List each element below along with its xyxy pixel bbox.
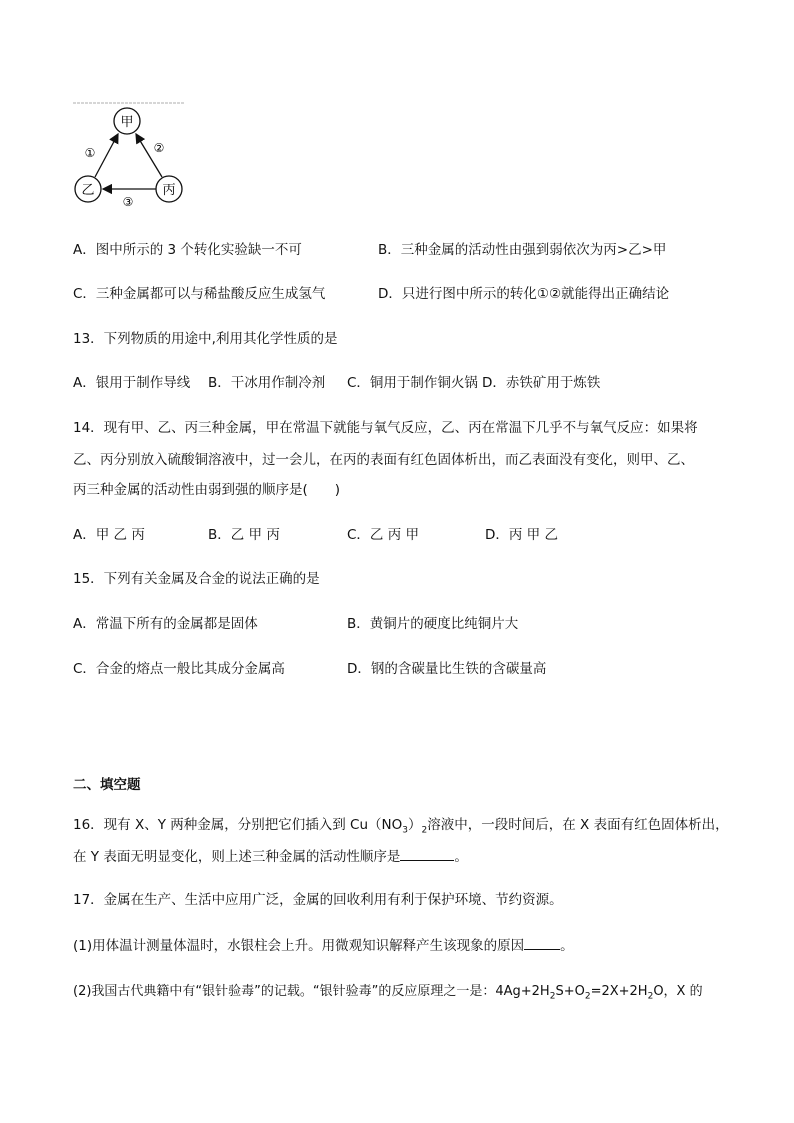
q17-sub2-sub2: 2 — [584, 991, 591, 1002]
q17-sub2-part2: S+O — [555, 984, 585, 999]
q16-line2-text: 在 Y 表面无明显变化，则上述三种金属的活动性顺序是 — [73, 849, 401, 865]
q16-subscript-3: 3 — [402, 825, 408, 836]
q12-option-a: A．图中所示的 3 个转化实验缺一不可 — [73, 242, 302, 258]
arrow3-label: ③ — [122, 195, 134, 209]
q16-text-part1: 16．现有 X、Y 两种金属，分别把它们插入到 Cu（NO — [73, 817, 403, 833]
q17-sub2-sub3: 2 — [647, 991, 654, 1002]
q17-sub2-sub1: 2 — [549, 991, 556, 1002]
q17-sub1-text: (1)用体温计测量体温时，水银柱会上升。用微观知识解释产生该现象的原因 — [73, 938, 525, 954]
q14-option-c: C．乙 丙 甲 — [347, 527, 420, 543]
q15-option-c: C．合金的熔点一般比其成分金属高 — [73, 661, 285, 677]
arrow2-label: ② — [153, 141, 165, 155]
node-left-label: 乙 — [81, 183, 95, 198]
q17-sub2-part4: O，X 的 — [653, 984, 703, 999]
q17-sub2-part1: (2)我国古代典籍中有“银针验毒”的记载。“银针验毒”的反应原理之一是：4Ag+2H — [73, 984, 550, 999]
q15-option-d: D．钢的含碳量比生铁的含碳量高 — [347, 661, 547, 677]
q12-option-b: B．三种金属的活动性由强到弱依次为丙>乙>甲 — [378, 242, 667, 258]
q17-sub1 — [73, 936, 574, 955]
q14-option-b: B．乙 甲 丙 — [208, 527, 280, 543]
q13-stem: 13．下列物质的用途中,利用其化学性质的是 — [73, 331, 338, 347]
node-right-label: 丙 — [162, 183, 176, 198]
q16-text-part2: ） — [408, 817, 422, 833]
q15-option-b: B．黄铜片的硬度比纯铜片大 — [347, 616, 519, 632]
q13-option-b: B．干冰用作制冷剂 — [208, 375, 326, 391]
q13-option-c: C．铜用于制作铜火锅 — [347, 375, 478, 391]
q16-line2-end: 。 — [454, 849, 468, 865]
q16-subscript-2: 2 — [421, 825, 428, 836]
q14-stem-line3: 丙三种金属的活动性由弱到强的顺序是( ) — [73, 482, 341, 498]
section-heading-fill-blank: 二、填空题 — [73, 777, 141, 793]
q14-option-a: A．甲 乙 丙 — [73, 527, 145, 543]
q13-option-d: D．赤铁矿用于炼铁 — [482, 375, 601, 391]
q16-text-part3: 溶液中，一段时间后，在 X 表面有红色固体析出， — [427, 817, 729, 833]
q15-option-a: A．常温下所有的金属都是固体 — [73, 616, 258, 632]
q17-sub1-answer-blank[interactable] — [524, 936, 560, 950]
q17-sub1-end: 。 — [560, 938, 574, 954]
q16-stem-line1 — [73, 816, 729, 840]
arrow-left-to-top — [95, 134, 118, 177]
q15-stem: 15．下列有关金属及合金的说法正确的是 — [73, 571, 320, 587]
q17-sub2-part3: =2X+2H — [590, 984, 648, 999]
q12-option-c: C．三种金属都可以与稀盐酸反应生成氢气 — [73, 286, 326, 302]
q13-option-a: A．银用于制作导线 — [73, 375, 191, 391]
q14-stem-line1: 14．现有甲、乙、丙三种金属，甲在常温下就能与氧气反应，乙、丙在常温下几乎不与氧气反应：如果将 — [73, 420, 698, 436]
q14-option-d: D．丙 甲 乙 — [485, 527, 558, 543]
arrow1-label: ① — [84, 146, 96, 160]
metal-conversion-diagram — [70, 104, 190, 209]
q12-option-d: D．只进行图中所示的转化①②就能得出正确结论 — [378, 286, 670, 302]
q14-stem-line2: 乙、丙分别放入硫酸铜溶液中，过一会儿，在丙的表面有红色固体析出，而乙表面没有变化，则甲、乙、 — [73, 452, 694, 468]
node-top-label: 甲 — [120, 115, 134, 130]
q16-answer-blank[interactable] — [400, 847, 454, 861]
q16-stem-line2 — [73, 847, 468, 866]
q17-sub2 — [73, 983, 703, 1006]
q17-stem: 17．金属在生产、生活中应用广泛，金属的回收利用有利于保护环境、节约资源。 — [73, 892, 563, 908]
